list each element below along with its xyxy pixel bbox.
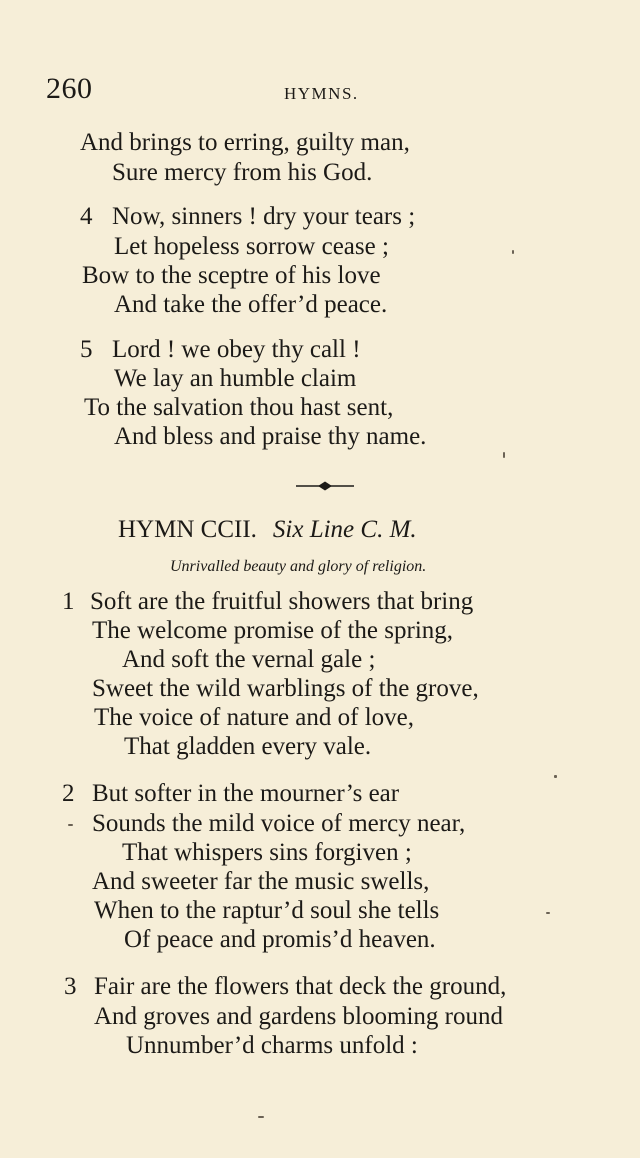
running-title: HYMNS.: [284, 84, 359, 103]
verse-line: Lord ! we obey thy call !: [112, 336, 361, 363]
verse-line: And take the offer’d peace.: [114, 291, 388, 318]
paper-speck: [68, 824, 73, 826]
stanza-number: 1: [62, 588, 75, 615]
verse-line: Now, sinners ! dry your tears ;: [112, 203, 416, 230]
verse-line: Bow to the sceptre of his love: [82, 262, 381, 289]
verse-line: And groves and gardens blooming round: [94, 1003, 503, 1030]
hymn-meter: Six Line C. M.: [272, 516, 417, 543]
verse-line: The voice of nature and of love,: [94, 704, 415, 731]
verse-line: Sounds the mild voice of mercy near,: [92, 810, 466, 837]
verse-line: Sweet the wild warblings of the grove,: [92, 675, 479, 702]
paper-speck: [258, 1116, 264, 1118]
verse-line: We lay an humble claim: [114, 365, 357, 392]
hymn-title: [118, 516, 417, 544]
paper-speck: [512, 250, 514, 254]
verse-line: And soft the vernal gale ;: [122, 646, 376, 673]
stanza-number: 2: [62, 780, 75, 807]
paper-speck: [503, 452, 505, 458]
verse-line: Let hopeless sorrow cease ;: [114, 233, 389, 260]
paper-speck: [554, 775, 557, 778]
paper-speck: [546, 912, 550, 914]
stanza-number: 5: [80, 336, 93, 363]
verse-line: Sure mercy from his God.: [112, 159, 373, 186]
verse-line: And brings to erring, guilty man,: [80, 129, 410, 156]
verse-line: Soft are the fruitful showers that bring: [90, 588, 474, 615]
ornament-divider: [296, 480, 354, 492]
verse-line: When to the raptur’d soul she tells: [94, 897, 440, 924]
page-number: 260: [46, 72, 93, 105]
verse-line: But softer in the mourner’s ear: [92, 780, 400, 807]
verse-line: The welcome promise of the spring,: [92, 617, 454, 644]
hymn-number: HYMN CCII.: [118, 516, 257, 543]
verse-line: That whispers sins forgiven ;: [122, 839, 412, 866]
verse-line: And bless and praise thy name.: [114, 423, 427, 450]
verse-line: Unnumber’d charms unfold :: [126, 1032, 418, 1059]
verse-line: To the salvation thou hast sent,: [84, 394, 394, 421]
verse-line: And sweeter far the music swells,: [92, 868, 430, 895]
hymn-subtitle: Unrivalled beauty and glory of religion.: [170, 558, 427, 575]
verse-line: Fair are the flowers that deck the ground,: [94, 973, 507, 1000]
verse-line: That gladden every vale.: [124, 733, 372, 760]
verse-line: Of peace and promis’d heaven.: [124, 926, 436, 953]
stanza-number: 4: [80, 203, 93, 230]
stanza-number: 3: [64, 973, 77, 1000]
